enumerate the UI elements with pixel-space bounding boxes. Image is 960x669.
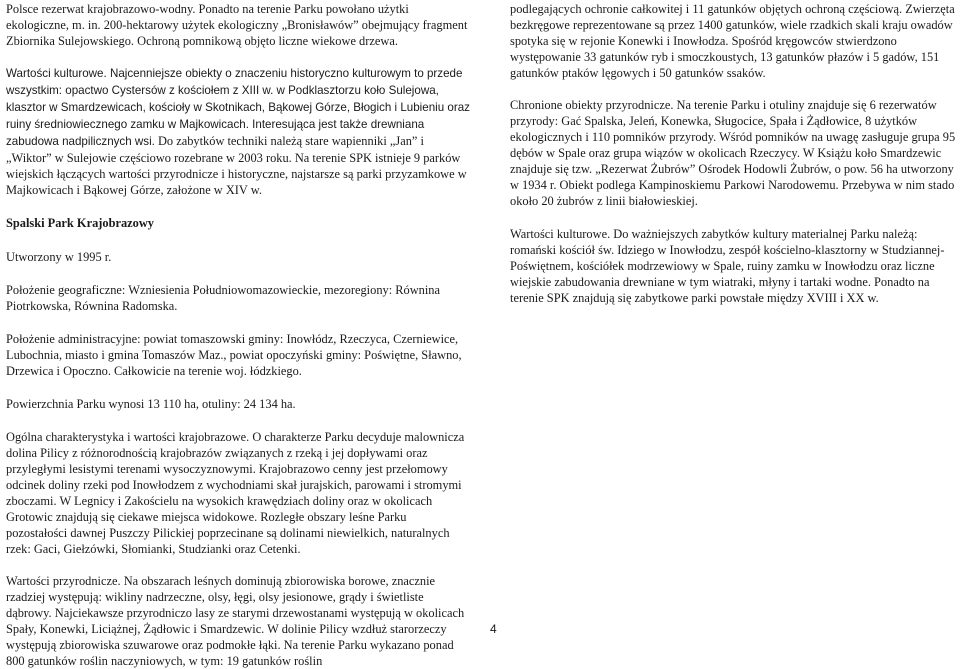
cultural-values-text-serif: Do zabytków techniki należą stare wapienniki „Jan” i „Wiktor” w Sulejowie częściowo rozebrane w 2003 roku. Na terenie SPK istnieje 9 parków wiejskich łączących wartości przyrodnicze i historyczne, najstarsze są parki przyzamkowe w Majkowicach i Bąkowej Górze, założone w XIV w. <box>6 134 467 197</box>
fauna-paragraph: podlegających ochronie całkowitej i 11 gatunków objętych ochroną częściową. Zwierzęta bezkręgowe reprezentowane są przez 1400 gatunków, wiele rzadkich skali kraju owadów spotyka się w rejonie Konewki i Inowłodza. Spośród kręgowców stwierdzono występowanie 33 gatunków ryb i smoczkoustych, 13 gatunków płazów i 5 gadów, 151 gatunków ptaków lęgowych i 50 gatunków ssaków. <box>510 2 955 80</box>
created-year: Utworzony w 1995 r. <box>6 250 112 264</box>
page-number: 4 <box>490 622 497 636</box>
section-heading: Spalski Park Krajobrazowy <box>6 216 155 230</box>
intro-paragraph: Polsce rezerwat krajobrazowo-wodny. Ponadto na terenie Parku powołano użytki ekologiczne, m. in. 200-hektarowy użytek ekologiczny „Bronisławów” obejmujący fragment Zbiornika Sulejowskiego. Ochroną pomnikową objęto liczne wiekowe drzewa. <box>6 2 468 48</box>
cultural-values-text-cont: w Podklasztorzu koło Sulejowa, klasztor w Smardzewicach, kościoły w Skotnikach, Bąkowej Górze, Błogich i Lubieniu oraz ruiny średniowiecznego zamku w Majkowicach. Interesująca jest także drewniana zabudowa nadpilicznych wsi. <box>6 84 470 148</box>
landscape-paragraph: Ogólna charakterystyka i wartości krajobrazowe. O charakterze Parku decyduje malownicza dolina Pilicy z różnorodnością krajobrazów związanych z rzeką i jej dopływami oraz przyległymi lesistymi terenami wysoczyznowymi. Krajobrazowo cenny jest przełomowy odcinek doliny rzeki pod Inowłodzem z wychodniami skał jurajskich, parowami i stromymi zboczami. W Legnicy i Zakościelu na wysokich krawędziach doliny oraz w okolicach Grotowic znajdują się ciekawe miejsca widokowe. Rozległe obszary leśne Parku pozostałości dawnej Puszczy Pilickiej poprzecinane są dolinami niewielkich, naturalnych rzek: Gaci, Giełzówki, Słomianki, Studzianki oraz Cetenki. <box>6 430 465 556</box>
culture-paragraph: Wartości kulturowe. Do ważniejszych zabytków kultury materialnej Parku należą: romański kościół św. Idziego w Inowłodzu, zespół kościelno-klasztorny w Studziannej-Poświętnem, kościółek modrzewiowy w Spale, ruiny zamku w Inowłodzu oraz liczne wiejskie zabudowania drewniane w tym wiatraki, młyny i tartaki wodne. Ponadto na terenie SPK znajdują się zabytkowe parki powstałe między XVIII i XX w. <box>510 227 945 305</box>
cultural-values-text: Wartości kulturowe. Najcenniejsze obiekty o znaczeniu historyczno kulturowym to przede wszystkim: opactwo Cystersów z kościołem z XIII w. <box>6 67 463 97</box>
nature-paragraph: Wartości przyrodnicze. Na obszarach leśnych dominują zbiorowiska borowe, znacznie rzadziej występują: wikliny nadrzeczne, olsy, łęgi, olsy jesionowe, grądy i świetliste dąbrowy. Najciekawsze przyrodniczo lasy ze starymi drzewostanami występują w okolicach Spały, Konewki, Liciążnej, Żądłowic i Smardzewic. W dolinie Pilicy wzdłuż starorzeczy występują zbiorowiska szuwarowe oraz podmokłe łąki. Na terenie Parku wykazano ponad 800 gatunków roślin naczyniowych, w tym: 19 gatunków roślin <box>6 574 465 668</box>
protection-paragraph: Chronione obiekty przyrodnicze. Na terenie Parku i otuliny znajduje się 6 rezerwatów przyrody: Gać Spalska, Jeleń, Konewka, Sługocice, Spała i Żądłowice, 8 użytków ekologicznych i 110 pomników przyrody. Wśród pomników na uwagę zasługuje grupa 95 dębów w Spale oraz grupa wiązów w okolicach Rzeczycy. W Książu koło Smardzewic znajduje się tzw. „Rezerwat Żubrów” Ośrodek Hodowli Żubrów, o pow. 56 ha utworzony w 1934 r. Obiekt podlega Kampinoskiemu Parkowi Narodowemu. Przebywa w nim stado około 20 żubrów z linii białowieskiej. <box>510 98 956 208</box>
left-column <box>6 0 470 669</box>
geography-paragraph: Położenie geograficzne: Wzniesienia Południowomazowieckie, mezoregiony: Równina Piotrkowska, Równina Radomska. <box>6 283 440 313</box>
right-column <box>510 0 956 306</box>
cultural-values-paragraph <box>6 65 470 198</box>
administrative-paragraph: Położenie administracyjne: powiat tomaszowski gminy: Inowłódz, Rzeczyca, Czerniewice, Lubochnia, miasto i gmina Tomaszów Maz., powiat opoczyński gminy: Poświętne, Sławno, Drzewica i Opoczno. Całkowicie na terenie woj. łódzkiego. <box>6 332 462 378</box>
area-paragraph: Powierzchnia Parku wynosi 13 110 ha, otuliny: 24 134 ha. <box>6 397 296 411</box>
